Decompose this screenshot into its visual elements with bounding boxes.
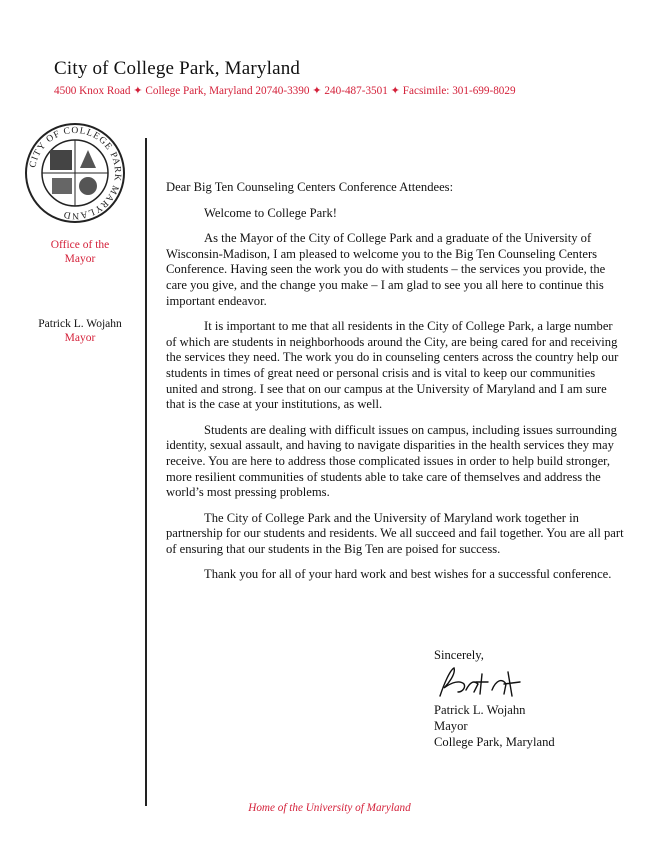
paragraph-4: The City of College Park and the University of Maryland work together in partnership for our students and residents. We all succeed and fail together. You are all part of ensuring that our students in the Big Ten are poised for success. xyxy=(166,510,624,556)
office-line-2: Mayor xyxy=(64,253,96,265)
handwritten-signature xyxy=(434,662,524,702)
closing: Sincerely, xyxy=(434,648,484,662)
signer-title: Mayor xyxy=(434,718,468,733)
paragraph-5: Thank you for all of your hard work and best wishes for a successful conference. xyxy=(204,567,612,582)
office-line-1: Office of the xyxy=(50,239,110,251)
sidebar-mayor-name: Patrick L. Wojahn xyxy=(38,318,122,330)
letterhead-address-line: 4500 Knox Road ✦ College Park, Maryland 20740-3390 ✦ 240-487-3501 ✦ Facsimile: 301-699-8029 xyxy=(54,85,516,97)
letter-body xyxy=(166,180,626,593)
seal-text: CITY OF COLLEGE PARK MARYLAND xyxy=(28,125,123,221)
sidebar-mayor-title: Mayor xyxy=(64,332,96,344)
paragraph-2: It is important to me that all residents in the City of College Park, a large number of which are students in neighborhoods around the City, are being cared for and receiving the services they need. The work you do in counseling centers across the country help our students in times of great need or personal crisis and is vital to keep our communities united and strong. I see that on our campus at the University of Maryland and I am sure that is the case at your institutions, as well. xyxy=(166,319,619,412)
signer-name: Patrick L. Wojahn xyxy=(434,703,526,717)
signer-location: College Park, Maryland xyxy=(434,734,555,749)
paragraph-3: Students are dealing with difficult issues on campus, including issues surrounding identity, sexual assault, and having to navigate disparities in the health services they may receive. You are here to address those complicated issues in order to help build stronger, more resilient communities of students able to take care of themselves and address the world’s most pressing problems. xyxy=(166,422,617,500)
vertical-divider xyxy=(145,138,147,806)
letterhead-city-name: City of College Park, Maryland xyxy=(54,58,301,79)
salutation: Dear Big Ten Counseling Centers Conference Attendees: xyxy=(166,180,454,194)
office-of-the-mayor-label xyxy=(30,238,130,266)
paragraph-1: As the Mayor of the City of College Park and a graduate of the University of Wisconsin-Madison, I am pleased to welcome you to the Big Ten Counseling Centers Conference. Having seen the work you do with students – the services you provide, the care you give, and the change you make – I am glad to see you all here to continue this important endeavor. xyxy=(166,231,606,308)
footer-tagline: Home of the University of Maryland xyxy=(248,802,411,814)
welcome-line: Welcome to College Park! xyxy=(204,205,337,220)
signature-block xyxy=(434,703,555,750)
city-seal-icon xyxy=(24,122,126,224)
